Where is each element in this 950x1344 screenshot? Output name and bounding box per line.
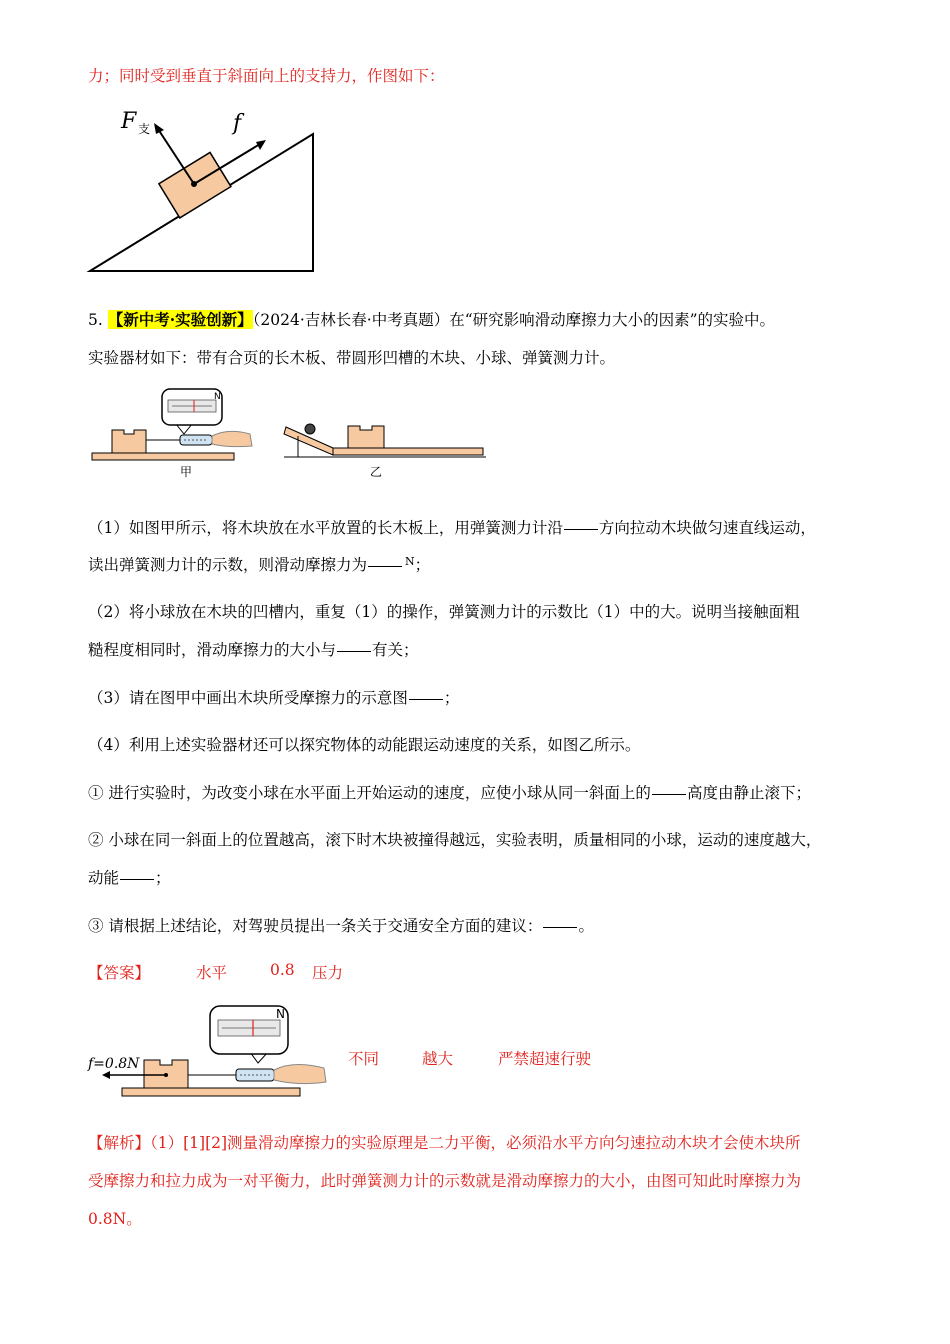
figure-yi bbox=[284, 424, 486, 457]
incline-force-diagram bbox=[88, 100, 328, 280]
friction-label: f bbox=[233, 111, 242, 136]
subq-2-line2: 糙程度相同时，滑动摩擦力的大小与 有关； bbox=[88, 641, 419, 659]
figure-jia bbox=[92, 389, 252, 460]
fig-yi-label: 乙 bbox=[370, 465, 383, 479]
answer-4: 不同 bbox=[348, 1050, 380, 1068]
answer-label: 【答案】 bbox=[88, 964, 151, 982]
analysis-line3: 0.8N。 bbox=[88, 1210, 142, 1228]
subq-1-line1: （1）如图甲所示，将木块放在水平放置的长木板上，用弹簧测力计沿 方向拉动木块做匀速直线运动， bbox=[88, 519, 816, 537]
ball-yi bbox=[305, 424, 315, 434]
subq-1-line2: 读出弹簧测力计的示数，则滑动摩擦力为 $^N$； bbox=[88, 555, 431, 574]
answer-figure bbox=[88, 1000, 308, 1100]
blank-5[interactable] bbox=[652, 793, 686, 795]
subq-2-line1: （2）将小球放在木块的凹槽内，重复（1）的操作，弹簧测力计的示数比（1）中的大。说明当接触面粗 bbox=[88, 603, 800, 621]
svg-text:N: N bbox=[276, 1007, 285, 1021]
experiment-figures bbox=[88, 384, 488, 484]
support-force-subscript: 支 bbox=[138, 122, 151, 136]
svg-text:N: N bbox=[214, 392, 221, 402]
subq-4-2-line2: 动能 ； bbox=[88, 869, 171, 887]
answer-6: 严禁超速行驶 bbox=[498, 1050, 592, 1068]
blank-6[interactable] bbox=[120, 878, 154, 880]
continued-analysis-line: 力；同时受到垂直于斜面向上的支持力，作图如下： bbox=[88, 67, 445, 85]
question-5-header bbox=[88, 308, 775, 330]
blank-7[interactable] bbox=[543, 926, 577, 928]
subq-3: （3）请在图甲中画出木块所受摩擦力的示意图 ； bbox=[88, 689, 460, 707]
blank-3[interactable] bbox=[337, 650, 371, 652]
fig-jia-label: 甲 bbox=[180, 465, 193, 479]
answer-3: 压力 bbox=[312, 964, 344, 982]
question-source: （2024·吉林长春·中考真题） bbox=[252, 311, 450, 329]
answer-1: 水平 bbox=[196, 964, 228, 982]
subq-4-2-line1: ② 小球在同一斜面上的位置越高，滚下时木块被撞得越远，实验表明，质量相同的小球，运动的速度越大， bbox=[88, 831, 822, 849]
answer-2: 0.8 bbox=[270, 961, 295, 979]
support-force-label: F bbox=[121, 109, 137, 134]
subq-4-3: ③ 请根据上述结论，对驾驶员提出一条关于交通安全方面的建议： 。 bbox=[88, 917, 594, 935]
blank-1[interactable] bbox=[564, 528, 598, 530]
blank-2[interactable] bbox=[368, 565, 402, 567]
question-materials: 实验器材如下：带有合页的长木板、带圆形凹槽的木块、小球、弹簧测力计。 bbox=[88, 349, 616, 367]
question-stem: 在“研究影响滑动摩擦力大小的因素”的实验中。 bbox=[449, 311, 776, 329]
question-tag: 【新中考·实验创新】 bbox=[107, 310, 253, 329]
question-number: 5. bbox=[88, 311, 103, 329]
subq-4: （4）利用上述实验器材还可以探究物体的动能跟运动速度的关系，如图乙所示。 bbox=[88, 736, 641, 754]
blank-4[interactable] bbox=[409, 698, 443, 700]
subq-4-1: ① 进行实验时，为改变小球在水平面上开始运动的速度，应使小球从同一斜面上的 高度由静止滚下； bbox=[88, 784, 811, 802]
analysis-line1: 【解析】（1）[1][2]测量滑动摩擦力的实验原理是二力平衡，必须沿水平方向匀速拉动木块才会使木块所 bbox=[88, 1134, 801, 1152]
analysis-line2: 受摩擦力和拉力成为一对平衡力，此时弹簧测力计的示数就是滑动摩擦力的大小，由图可知此时摩擦力为 bbox=[88, 1172, 802, 1190]
analysis-label: 【解析】 bbox=[88, 1134, 151, 1152]
answer-friction-label: f=0.8N bbox=[88, 1056, 140, 1072]
answer-5: 越大 bbox=[422, 1050, 454, 1068]
